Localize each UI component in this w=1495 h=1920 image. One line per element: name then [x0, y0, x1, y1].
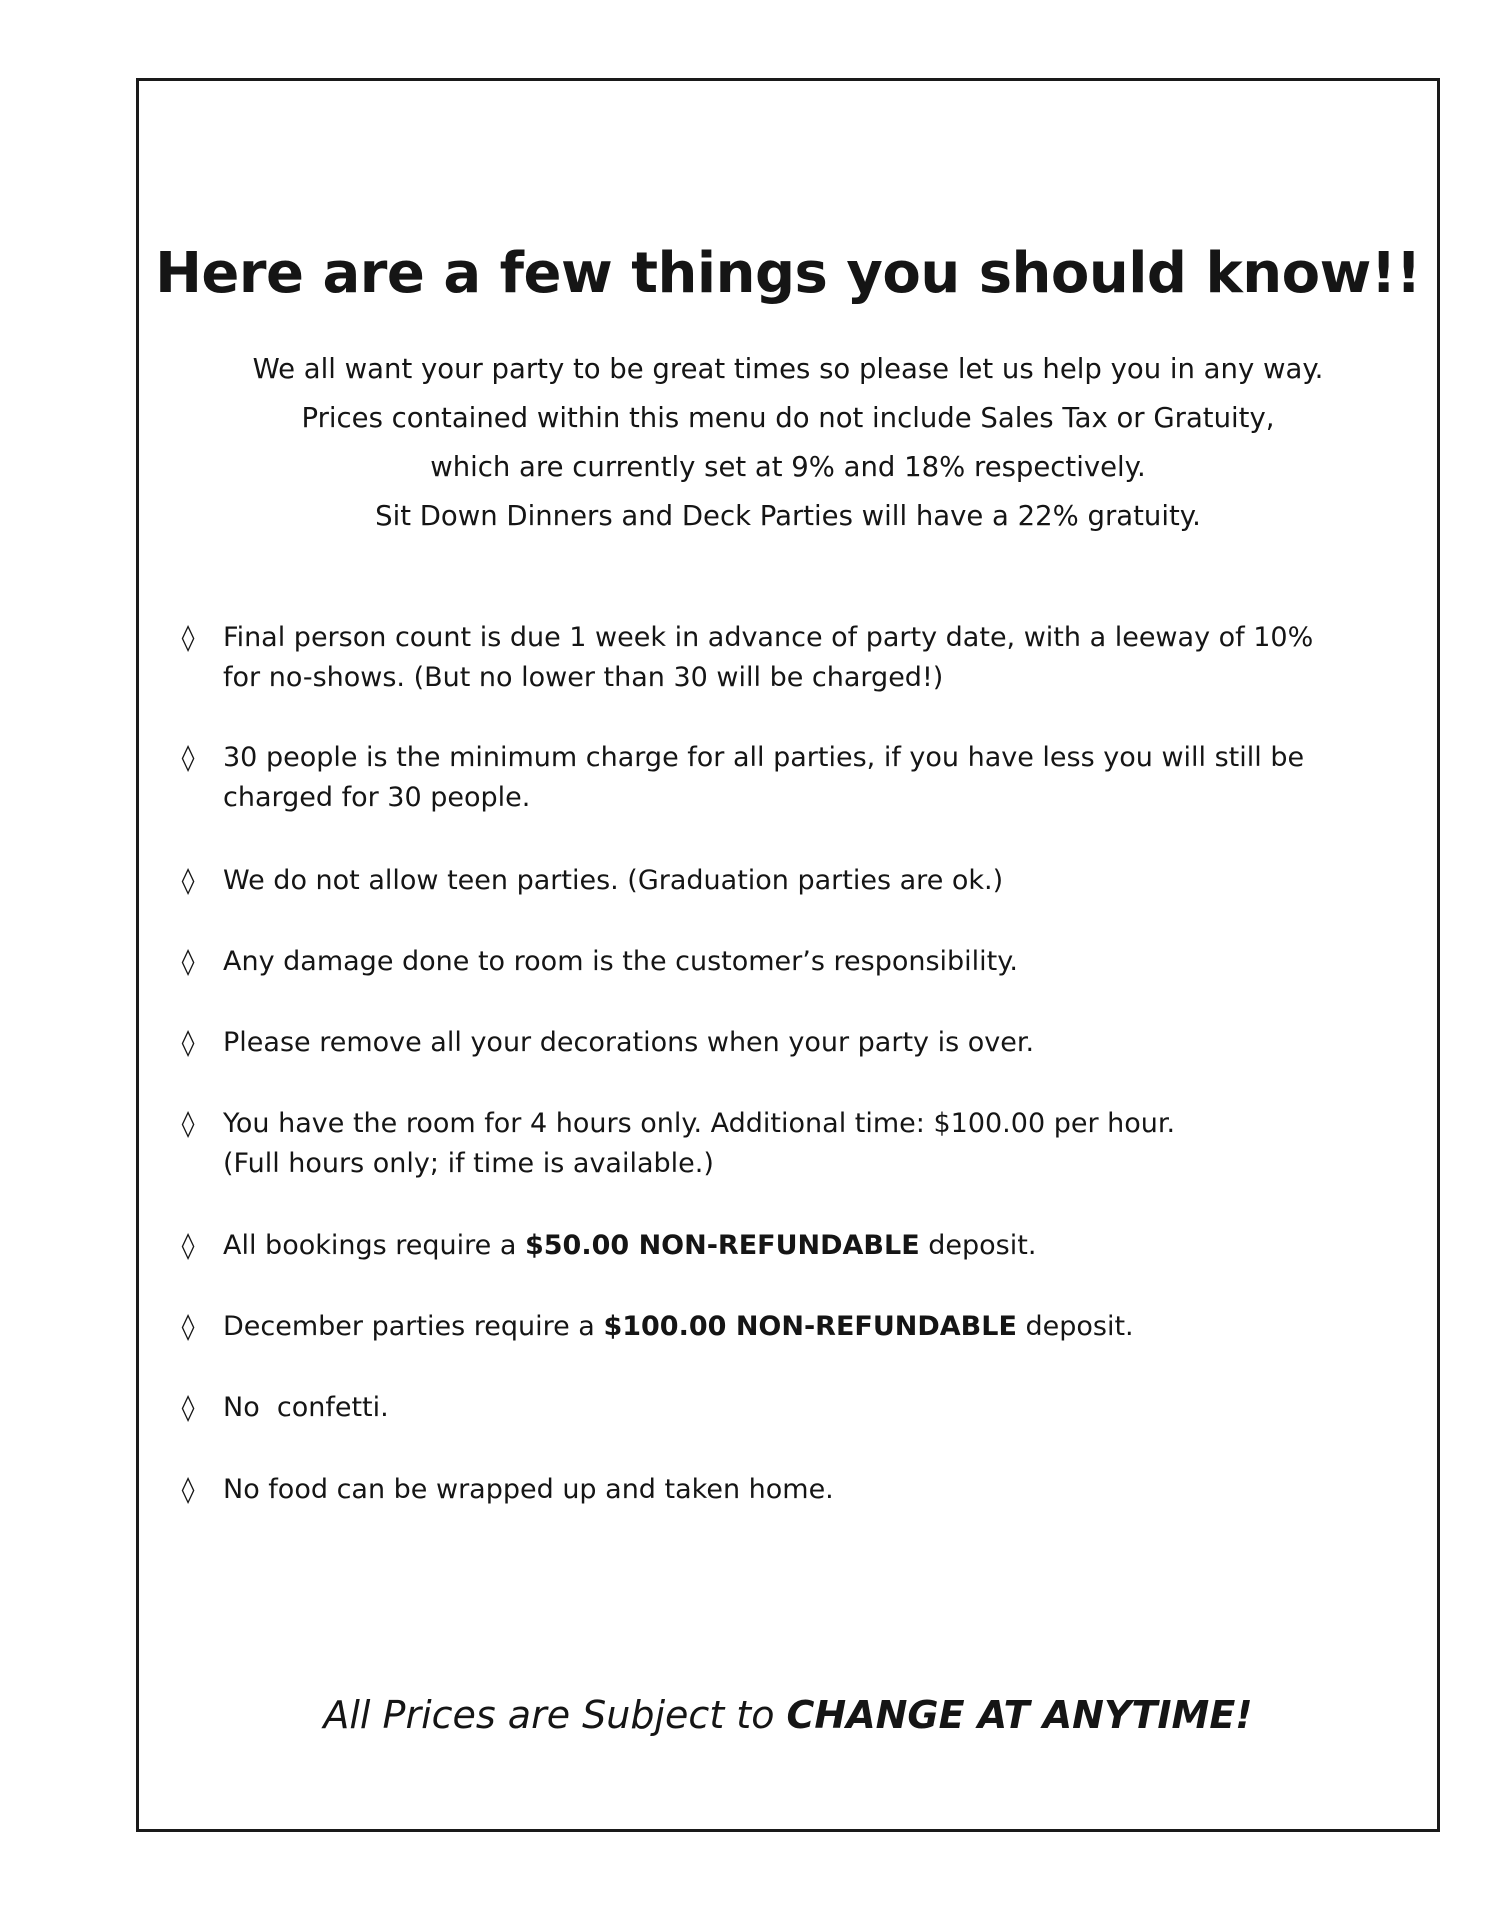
intro-line: We all want your party to be great times so please let us help you in any way. [252, 353, 1324, 385]
rule-text [223, 1023, 1423, 1063]
diamond-bullet-icon: ◊ [181, 866, 195, 896]
diamond-bullet-icon: ◊ [181, 1312, 195, 1342]
diamond-bullet-icon: ◊ [181, 1393, 195, 1423]
price-change-notice [139, 1693, 1437, 1737]
rule-line: charged for 30 people. [223, 782, 531, 813]
rule-line: for no-shows. (But no lower than 30 will be charged!) [223, 662, 944, 693]
diamond-bullet-icon: ◊ [181, 1231, 195, 1261]
rule-text [223, 738, 1423, 818]
diamond-bullet-icon: ◊ [181, 743, 195, 773]
diamond-bullet-icon: ◊ [181, 1028, 195, 1058]
rule-line: Please remove all your decorations when your party is over. [223, 1027, 1035, 1058]
rule-text-emphasis: $50.00 NON-REFUNDABLE [524, 1230, 920, 1261]
page-border [136, 78, 1440, 1832]
rule-text-part: December parties require a [223, 1311, 604, 1342]
intro-line: Sit Down Dinners and Deck Parties will have a 22% gratuity. [375, 500, 1201, 532]
rule-text [223, 861, 1423, 901]
rule-line: We do not allow teen parties. (Graduation parties are ok.) [223, 865, 1004, 896]
diamond-bullet-icon: ◊ [181, 947, 195, 977]
intro-line: Prices contained within this menu do not include Sales Tax or Gratuity, [301, 402, 1275, 434]
diamond-bullet-icon: ◊ [181, 1475, 195, 1505]
rule-line: 30 people is the minimum charge for all parties, if you have less you will still be [223, 742, 1305, 773]
diamond-bullet-icon: ◊ [181, 623, 195, 653]
rule-line: Any damage done to room is the customer’s responsibility. [223, 946, 1018, 977]
rule-text-part: All bookings require a [223, 1230, 525, 1261]
rule-text [223, 1307, 1423, 1347]
rule-text [223, 1470, 1423, 1510]
rule-text-part: deposit. [1016, 1311, 1134, 1342]
rule-line: You have the room for 4 hours only. Additional time: $100.00 per hour. [223, 1108, 1176, 1139]
rule-text [223, 1226, 1423, 1266]
diamond-bullet-icon: ◊ [181, 1109, 195, 1139]
rule-text-part: deposit. [919, 1230, 1037, 1261]
rule-line: No confetti. [223, 1392, 389, 1423]
rule-text [223, 1104, 1423, 1184]
rule-line: No food can be wrapped up and taken home. [223, 1474, 834, 1505]
rule-line: (Full hours only; if time is available.) [223, 1148, 714, 1179]
rule-text [223, 618, 1423, 698]
rule-line: Final person count is due 1 week in advance of party date, with a leeway of 10% [223, 622, 1314, 653]
rule-text [223, 1388, 1423, 1428]
rule-text [223, 942, 1423, 982]
intro-line: which are currently set at 9% and 18% respectively. [430, 451, 1146, 483]
footer-emphasis: CHANGE AT ANYTIME! [786, 1693, 1253, 1737]
footer-text: All Prices are Subject to [323, 1693, 787, 1737]
rule-text-emphasis: $100.00 NON-REFUNDABLE [603, 1311, 1017, 1342]
page-title: Here are a few things you should know!! [155, 241, 1421, 306]
intro-paragraph [139, 345, 1437, 541]
